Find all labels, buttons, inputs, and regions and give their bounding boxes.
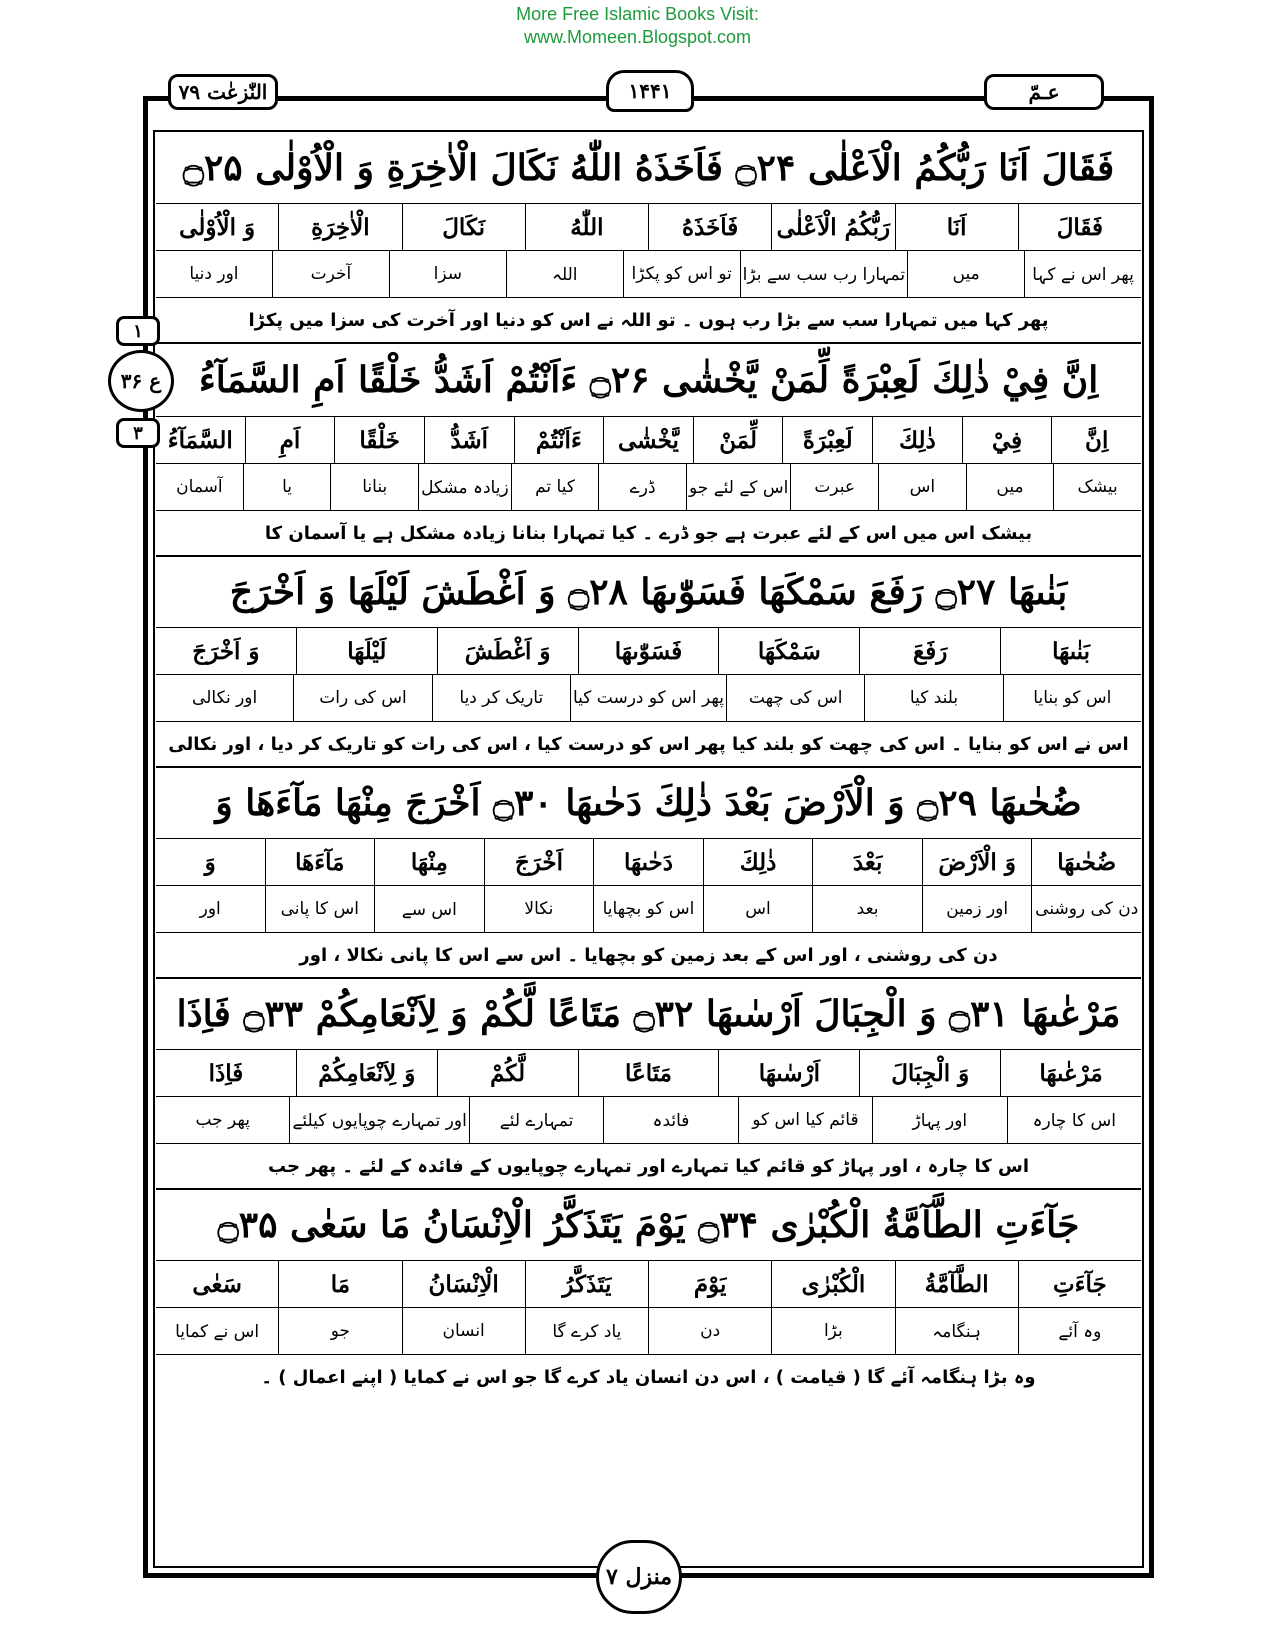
urdu-meaning: تو اس کو پکڑا: [623, 251, 740, 297]
arabic-verse-line: اِنَّ فِيْ ذٰلِكَ لَعِبْرَةً لِّمَنْ يَّخْشٰى ۝۲۶ ءَاَنْتُمْ اَشَدُّ خَلْقًا اَمِ السَّمَآءُ: [156, 344, 1141, 417]
urdu-meaning: فائدہ: [603, 1097, 737, 1143]
urdu-meaning: اس سے: [374, 886, 484, 932]
word-row: [156, 1050, 1141, 1097]
urdu-meaning: آخرت: [272, 251, 389, 297]
urdu-meaning: پھر جب: [195, 1110, 250, 1130]
urdu-meaning: میں: [966, 464, 1054, 510]
urdu-meaning: بلند کیا: [864, 675, 1002, 721]
urdu-meaning: آسمان: [176, 477, 223, 497]
arabic-word: رَبُّكُمُ الْاَعْلٰى: [771, 204, 894, 250]
arabic-word: ذٰلِكَ: [703, 839, 813, 885]
urdu-meaning: اس: [878, 464, 966, 510]
urdu-translation: وہ بڑا ہنگامہ آئے گا ( قیامت ) ، اس دن انسان یاد کرے گا جو اس نے کمایا ( اپنے اعمال ) ۔: [261, 1366, 1036, 1388]
arabic-verse-line: مَرْعٰىهَا ۝۳۱ وَ الْجِبَالَ اَرْسٰىهَا ۝۳۲ مَتَاعًا لَّكُمْ وَ لِاَنْعَامِكُمْ ۝۳۳ فَاِذَا: [156, 979, 1141, 1050]
meaning-row: [156, 251, 1141, 298]
urdu-meaning: اور تمہارے چوپایوں کیلئے: [289, 1097, 468, 1143]
arabic-word: فَسَوّٰىهَا: [578, 628, 719, 674]
urdu-meaning: اس کو بچھایا: [593, 886, 703, 932]
urdu-meaning: دن کی روشنی: [1031, 886, 1141, 932]
urdu-meaning: اور: [199, 899, 221, 919]
urdu-meaning: یاد کرے گا: [525, 1308, 648, 1354]
urdu-meaning: بنانا: [330, 464, 418, 510]
urdu-meaning: میں: [907, 251, 1024, 297]
urdu-meaning: انسان: [402, 1308, 525, 1354]
arabic-word: سَعٰى: [192, 1270, 242, 1298]
arabic-word: اَخْرَجَ: [484, 839, 594, 885]
arabic-word: وَ اَخْرَجَ: [192, 637, 260, 665]
urdu-meaning: ہنگامہ: [895, 1308, 1018, 1354]
urdu-meaning: تاریک کر دیا: [432, 675, 570, 721]
word-row: [156, 839, 1141, 886]
arabic-word: الْكُبْرٰى: [771, 1261, 894, 1307]
urdu-meaning: اور دنیا: [189, 264, 239, 284]
urdu-meaning: نکالا: [484, 886, 594, 932]
arabic-word: مَتَاعًا: [578, 1050, 719, 1096]
verse-block: [156, 133, 1141, 344]
meaning-row: [156, 886, 1141, 933]
arabic-word: وَ الْاَرْضَ: [922, 839, 1032, 885]
urdu-meaning: اور نکالی: [192, 688, 258, 708]
word-row: [156, 417, 1141, 464]
urdu-meaning: دن: [648, 1308, 771, 1354]
arabic-word: لَّكُمْ: [437, 1050, 578, 1096]
urdu-meaning: اس نے کمایا: [175, 1321, 260, 1342]
ruku-marker-bottom: ۳: [116, 418, 160, 448]
urdu-meaning: تمہارا رب سب سے بڑا: [740, 251, 907, 297]
verse-block: [156, 344, 1141, 557]
arabic-word: وَ اَغْطَشَ: [437, 628, 578, 674]
urdu-meaning: بڑا: [771, 1308, 894, 1354]
urdu-meaning: قائم کیا اس کو: [738, 1097, 872, 1143]
arabic-word: خَلْقًا: [334, 417, 424, 463]
surah-name-label: النّٰزعٰت ۷۹: [168, 74, 278, 110]
arabic-word: فِيْ: [962, 417, 1052, 463]
urdu-meaning: تمہارے لئے: [469, 1097, 603, 1143]
urdu-meaning: پھر اس کو درست کیا: [570, 675, 726, 721]
arabic-word: وَ الْاُوْلٰى: [179, 213, 256, 241]
verse-block: [156, 979, 1141, 1190]
arabic-word: سَمْكَهَا: [718, 628, 859, 674]
arabic-verse-line: ضُحٰىهَا ۝۲۹ وَ الْاَرْضَ بَعْدَ ذٰلِكَ دَحٰىهَا ۝۳۰ اَخْرَجَ مِنْهَا مَآءَهَا وَ: [156, 768, 1141, 839]
urdu-meaning: بیشک: [1053, 464, 1141, 510]
arabic-word: دَحٰىهَا: [593, 839, 703, 885]
urdu-meaning: ڈرے: [598, 464, 686, 510]
arabic-word: يَّخْشٰى: [603, 417, 693, 463]
arabic-word: رَفَعَ: [859, 628, 1000, 674]
urdu-meaning: عبرت: [790, 464, 878, 510]
verse-block: [156, 1190, 1141, 1399]
arabic-word: ذٰلِكَ: [872, 417, 962, 463]
arabic-word: وَ: [204, 848, 216, 876]
urdu-meaning: پھر اس نے کہا: [1024, 251, 1141, 297]
arabic-word: لَيْلَهَا: [296, 628, 437, 674]
urdu-meaning: اور پہاڑ: [872, 1097, 1006, 1143]
urdu-meaning: اس کی رات: [293, 675, 431, 721]
urdu-meaning: اس کی چھت: [726, 675, 864, 721]
arabic-verse-line: جَآءَتِ الطَّآمَّةُ الْكُبْرٰى ۝۳۴ يَوْمَ يَتَذَكَّرُ الْاِنْسَانُ مَا سَعٰى ۝۳۵: [156, 1190, 1141, 1261]
urdu-meaning: جو: [278, 1308, 401, 1354]
arabic-word: اَنَا: [895, 204, 1018, 250]
meaning-row: [156, 464, 1141, 511]
urdu-translation: اس کا چارہ ، اور پہاڑ کو قائم کیا تمہارے اور تمہارے چوپایوں کے فائدہ کے لئے ۔ پھر جب: [156, 1144, 1141, 1190]
word-row: [156, 1261, 1141, 1308]
urdu-meaning: اور زمین: [922, 886, 1032, 932]
arabic-word: اَمِ: [245, 417, 335, 463]
para-name-label: عـمّ: [984, 74, 1104, 110]
arabic-word: بَنٰىهَا: [1000, 628, 1141, 674]
urdu-meaning: اس کے لئے جو: [686, 464, 790, 510]
arabic-word: يَتَذَكَّرُ: [525, 1261, 648, 1307]
verse-block: [156, 768, 1141, 979]
urdu-meaning: اللہ: [506, 251, 623, 297]
arabic-word: وَ لِاَنْعَامِكُمْ: [296, 1050, 437, 1096]
urdu-meaning: اس کو بنایا: [1003, 675, 1141, 721]
urdu-meaning: بعد: [812, 886, 922, 932]
page-number: ۱۴۴۱: [606, 70, 694, 112]
arabic-word: ءَاَنْتُمْ: [514, 417, 604, 463]
arabic-word: الطَّآمَّةُ: [895, 1261, 1018, 1307]
verse-block: [156, 557, 1141, 768]
urdu-translation: اس نے اس کو بنایا ۔ اس کی چھت کو بلند کیا پھر اس کو درست کیا ، اس کی رات کو تاریک کر دیا ، اور نکالی: [156, 722, 1141, 768]
arabic-word: نَكَالَ: [402, 204, 525, 250]
promo-line-1[interactable]: More Free Islamic Books Visit:: [516, 4, 759, 24]
urdu-meaning: زیادہ مشکل: [418, 464, 511, 510]
urdu-meaning: سزا: [389, 251, 506, 297]
meaning-row: [156, 1308, 1141, 1355]
meaning-row: [156, 1097, 1141, 1144]
arabic-word: لَعِبْرَةً: [782, 417, 872, 463]
ruku-marker-top: ۱: [116, 316, 160, 346]
urdu-meaning: اس: [703, 886, 813, 932]
word-row: [156, 628, 1141, 675]
ruku-marker-middle: ع ۳۶: [108, 350, 174, 412]
arabic-word: جَآءَتِ: [1018, 1261, 1141, 1307]
arabic-word: ضُحٰىهَا: [1031, 839, 1141, 885]
arabic-verse-line: بَنٰىهَا ۝۲۷ رَفَعَ سَمْكَهَا فَسَوّٰىهَا ۝۲۸ وَ اَغْطَشَ لَيْلَهَا وَ اَخْرَجَ: [156, 557, 1141, 628]
urdu-meaning: وہ آئے: [1018, 1308, 1141, 1354]
arabic-word: فَاِذَا: [208, 1059, 244, 1087]
urdu-meaning: یا: [243, 464, 331, 510]
urdu-meaning: کیا تم: [511, 464, 599, 510]
arabic-word: مَآءَهَا: [265, 839, 375, 885]
arabic-word: السَّمَآءُ: [167, 426, 233, 454]
meaning-row: [156, 675, 1141, 722]
arabic-verse-line: فَقَالَ اَنَا رَبُّكُمُ الْاَعْلٰى ۝۲۴ فَاَخَذَهُ اللّٰهُ نَكَالَ الْاٰخِرَةِ وَ الْاُوْلٰى ۝۲۵: [156, 133, 1141, 204]
arabic-word: لِّمَنْ: [693, 417, 783, 463]
arabic-word: وَ الْجِبَالَ: [859, 1050, 1000, 1096]
arabic-word: مَرْعٰىهَا: [1000, 1050, 1141, 1096]
arabic-word: الْاِنْسَانُ: [402, 1261, 525, 1307]
urdu-translation: بیشک اس میں اس کے لئے عبرت ہے جو ڈرے ۔ کیا تمہارا بنانا زیادہ مشکل ہے یا آسمان کا: [156, 511, 1141, 557]
urdu-translation: دن کی روشنی ، اور اس کے بعد زمین کو بچھایا ۔ اس سے اس کا پانی نکالا ، اور: [156, 933, 1141, 979]
urdu-meaning: اس کا پانی: [265, 886, 375, 932]
arabic-word: بَعْدَ: [812, 839, 922, 885]
arabic-word: اللّٰهُ: [525, 204, 648, 250]
arabic-word: الْاٰخِرَةِ: [278, 204, 401, 250]
arabic-word: مَا: [278, 1261, 401, 1307]
urdu-translation: پھر کہا میں تمہارا سب سے بڑا رب ہوں ۔ تو اللہ نے اس کو دنیا اور آخرت کی سزا میں پکڑا: [156, 298, 1141, 344]
arabic-word: اِنَّ: [1051, 417, 1141, 463]
page-content: [156, 133, 1141, 1399]
arabic-word: اَشَدُّ: [424, 417, 514, 463]
arabic-word: فَقَالَ: [1018, 204, 1141, 250]
arabic-word: اَرْسٰىهَا: [718, 1050, 859, 1096]
manzil-marker: منزل ۷: [596, 1540, 682, 1614]
arabic-word: فَاَخَذَهُ: [648, 204, 771, 250]
arabic-word: مِنْهَا: [374, 839, 484, 885]
arabic-word: يَوْمَ: [648, 1261, 771, 1307]
urdu-meaning: اس کا چارہ: [1007, 1097, 1141, 1143]
word-row: [156, 204, 1141, 251]
promo-line-2[interactable]: www.Momeen.Blogspot.com: [523, 27, 752, 47]
